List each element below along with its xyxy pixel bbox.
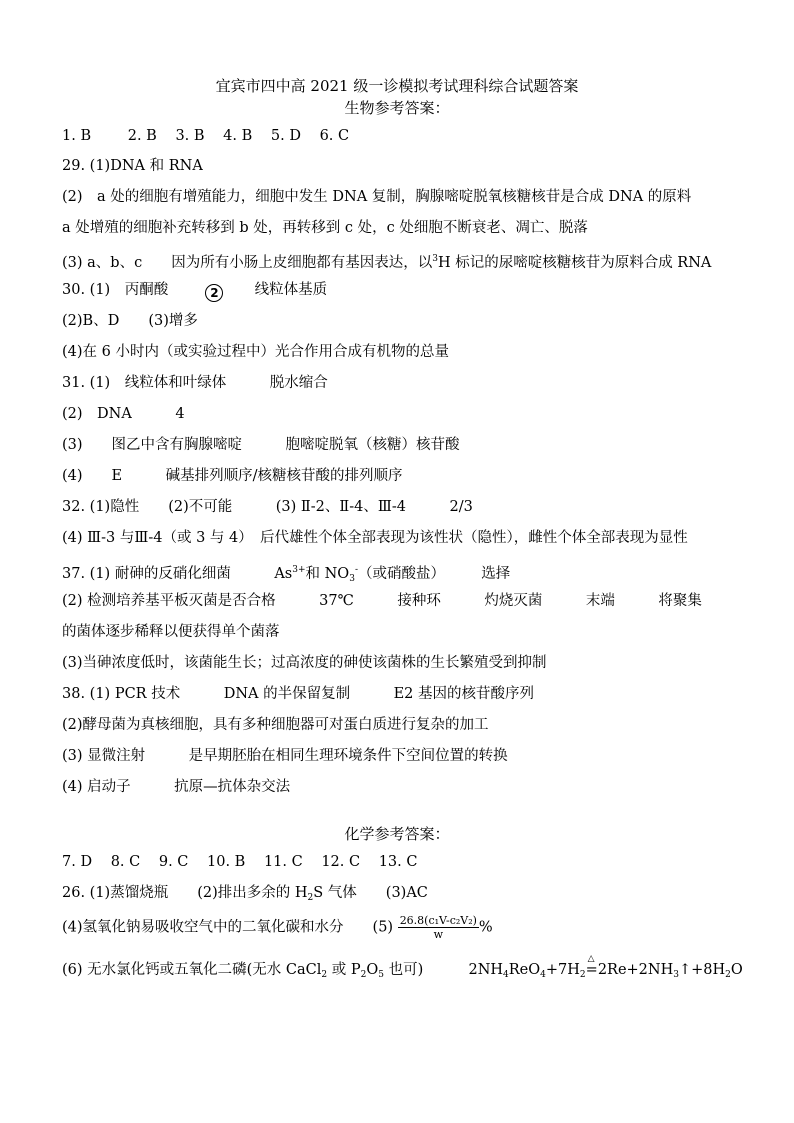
q31-line-2: (2) DNA 4	[62, 406, 185, 422]
subscript: 2	[725, 970, 731, 980]
q38-line-4: (4) 启动子 抗原—抗体杂交法	[62, 779, 291, 795]
text-part: 或 P	[327, 962, 361, 978]
subscript: 3	[673, 970, 679, 980]
q38-line-1: 38. (1) PCR 技术 DNA 的半保留复制 E2 基因的核苷酸序列	[62, 686, 535, 702]
mc-answer: 9. C	[158, 854, 189, 870]
text-part: O	[366, 962, 379, 978]
subscript: 5	[378, 970, 384, 980]
q29-line-4	[62, 249, 752, 273]
text-part: 也可)	[383, 962, 424, 978]
mc-answer: 13. C	[378, 854, 418, 870]
bio-mc-answers	[62, 126, 752, 146]
text-part: ↑+8H	[678, 962, 726, 978]
text-part: H 标记的尿嘧啶核糖核苷为原料合成 RNA	[437, 255, 712, 271]
superscript: 3	[432, 254, 438, 264]
subscript: 2	[360, 970, 367, 980]
q26-line-1	[62, 883, 752, 908]
q38-line-3: (3) 显微注射 是早期胚胎在相同生理环境条件下空间位置的转换	[62, 748, 508, 764]
mc-answer: 10. B	[207, 854, 246, 870]
mc-answer: 7. D	[62, 854, 93, 870]
chem-section-title: 化学参考答案：	[344, 825, 450, 843]
mc-answer: 2. B	[127, 128, 157, 144]
q37-line-2: (2) 检测培养基平板灭菌是否合格 37℃ 接种环 灼烧灭菌 末端 将聚集	[62, 593, 702, 609]
q29-line-2: (2) a 处的细胞有增殖能力，细胞中发生 DNA 复制，胸腺嘧啶脱氧核糖核苷是合成 DNA 的原料	[62, 189, 692, 205]
text-part: (3) a、b、c 因为所有小肠上皮细胞都有基因表达，以	[62, 255, 433, 271]
bio-section-title: 生物参考答案：	[344, 99, 450, 117]
q26-line-3	[62, 954, 752, 985]
q32-line-1: 32. (1)隐性 (2)不可能 (3) Ⅱ-2、Ⅱ-4、Ⅲ-4 2/3	[62, 499, 473, 515]
text-part: %	[478, 919, 493, 936]
mc-answer: 4. B	[223, 128, 253, 144]
heat-condition	[585, 954, 598, 980]
q31-line-3: (3) 图乙中含有胸腺嘧啶 胞嘧啶脱氧（核糖）核苷酸	[62, 437, 460, 453]
text-part: 37. (1) 耐砷的反硝化细菌 As	[62, 566, 293, 582]
text-part: （或硝酸盐） 选择	[357, 566, 511, 582]
delta-icon: △	[587, 954, 595, 964]
mc-answer: 11. C	[263, 854, 303, 870]
text-part: S 气体 (3)AC	[313, 885, 428, 901]
subscript: 4	[503, 970, 509, 980]
subscript: 2	[321, 970, 328, 980]
subscript: 2	[307, 893, 314, 903]
text-part: 26. (1)蒸馏烧瓶 (2)排出多余的 H	[62, 885, 308, 901]
text-part: 线粒体基质	[254, 282, 328, 298]
subscript: 2	[579, 970, 586, 980]
mc-answer: 12. C	[321, 854, 361, 870]
q26-line-2	[62, 914, 752, 941]
mc-answer: 1. B	[62, 128, 92, 144]
q38-line-2: (2)酵母菌为真核细胞，具有多种细胞器可对蛋白质进行复杂的加工	[62, 717, 489, 733]
fraction-numerator: 26.8(c₁V-c₂V₂)	[399, 914, 477, 927]
q37-line-3: 的菌体逐步稀释以便获得单个菌落	[62, 624, 280, 640]
chemical-equation	[468, 954, 743, 980]
text-part: 2Re+2NH	[597, 962, 674, 978]
q30-line-3: (4)在 6 小时内（或实验过程中）光合作用合成有机物的总量	[62, 344, 449, 360]
fraction-formula	[398, 914, 479, 941]
fraction-denominator: w	[433, 928, 444, 941]
q37-line-1	[62, 560, 752, 589]
superscript: -	[354, 565, 358, 575]
page-title: 宜宾市四中高 2021 级一诊模拟考试理科综合试题答案	[215, 77, 579, 95]
q29-line-1: 29. (1)DNA 和 RNA	[62, 158, 203, 174]
circled-number-icon: 2	[205, 284, 223, 302]
text-part: O	[730, 962, 743, 978]
q31-line-1: 31. (1) 线粒体和叶绿体 脱水缩合	[62, 375, 328, 391]
subscript: 4	[540, 970, 546, 980]
text-part: (4)氢氧化钠易吸收空气中的二氧化碳和水分 (5)	[62, 919, 394, 936]
q32-line-2: (4) Ⅲ-3 与Ⅲ-4（或 3 与 4） 后代雄性个体全部表现为该性状（隐性），雌性个体全部表现为显性	[62, 530, 688, 546]
q37-line-4: (3)当砷浓度低时，该菌能生长；过高浓度的砷使该菌株的生长繁殖受到抑制	[62, 655, 547, 671]
text-part: ReO	[508, 962, 541, 978]
superscript: 3+	[292, 565, 306, 575]
q30-line-1	[62, 280, 752, 302]
q30-line-2: (2)B、D (3)增多	[62, 313, 198, 329]
mc-answer: 8. C	[110, 854, 141, 870]
text-part: 和 NO	[305, 566, 350, 582]
subscript: 3	[349, 574, 355, 584]
mc-answer: 3. B	[175, 128, 205, 144]
chem-mc-answers	[62, 852, 752, 872]
equals-sign: =	[585, 962, 598, 978]
q29-line-3: a 处增殖的细胞补充转移到 b 处，再转移到 c 处，c 处细胞不断衰老、凋亡、脱落	[62, 220, 588, 236]
text-part: 2NH	[468, 962, 504, 978]
mc-answer: 6. C	[319, 128, 350, 144]
text-part: 30. (1) 丙酮酸	[62, 282, 169, 298]
text-part: +7H	[545, 962, 580, 978]
q31-line-4: (4) E 碱基排列顺序/核糖核苷酸的排列顺序	[62, 468, 403, 484]
mc-answer: 5. D	[270, 128, 301, 144]
text-part: (6) 无水氯化钙或五氧化二磷(无水 CaCl	[62, 962, 322, 978]
